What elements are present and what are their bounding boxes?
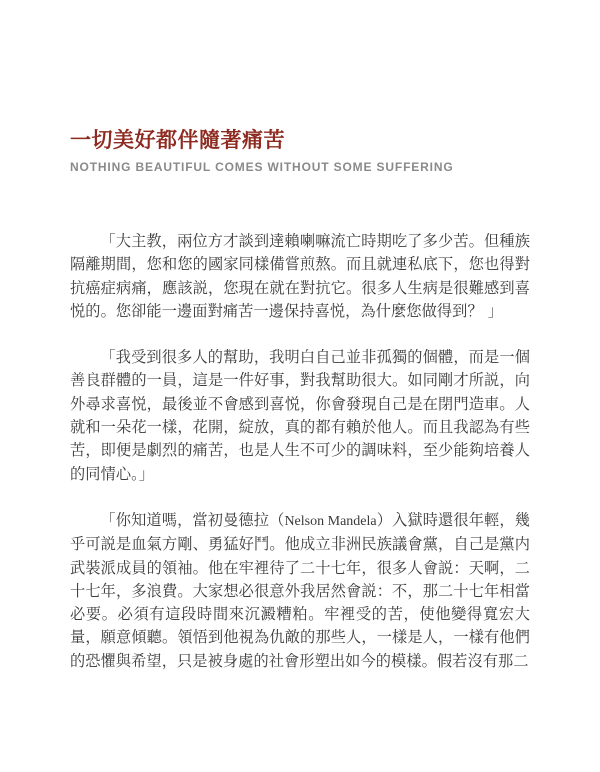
document-content [70, 127, 530, 673]
paragraph-text-segment: 「你知道嗎，當初曼德拉（ [100, 510, 285, 529]
paragraph: 「大主教，兩位方才談到達賴喇嘛流亡時期吃了多少苦。但種族隔離期間，您和您的國家同樣備嘗煎熬。而且就連私底下，您也得對抗癌症病痛，應該説，您現在就在對抗它。很多人生病是很難感到喜悦的。您卻能一邊面對痛苦一邊保持喜悦，為什麼您做得到？ 」 [70, 232, 530, 320]
page-title: 一切美好都伴隨著痛苦 [70, 128, 285, 152]
page-subtitle: NOTHING BEAUTIFUL COMES WITHOUT SOME SUFFERING [70, 160, 454, 174]
person-name-nelson-mandela: Nelson Mandela [284, 513, 377, 529]
body-text-block [70, 230, 530, 673]
paragraph: 「我受到很多人的幫助，我明白自己並非孤獨的個體，而是一個善良群體的一員，這是一件好事，對我幫助很大。如同剛才所説，向外尋求喜悦，最後並不會感到喜悦，你會發現自己是在閉門造車。人就和一朵花一樣，花開，綻放，真的都有賴於他人。而且我認為有些苦，即便是劇烈的痛苦，也是人生不可少的調味料，至少能夠培養人的同情心。」 [70, 348, 530, 483]
paragraph-text-segment: ）入獄時還很年輕，幾乎可説是血氣方剛、勇猛好鬥。他成立非洲民族議會黨，自己是黨内武裝派成員的領袖。他在牢裡待了二十七年，很多人會説：天啊，二十七年，多浪費。大家想必很意外我居然會説：不，那二十七年相當必要。必須有這段時間來沉澱糟粕。牢裡受的苦，使他變得寬宏大量，願意傾聽。領悟到他視為仇敵的那些人，一樣是人，一樣有他們的恐懼與希望，只是被身處的社會形塑出如今的模樣。假若沒有那二 [70, 510, 531, 670]
paragraph [70, 509, 530, 673]
